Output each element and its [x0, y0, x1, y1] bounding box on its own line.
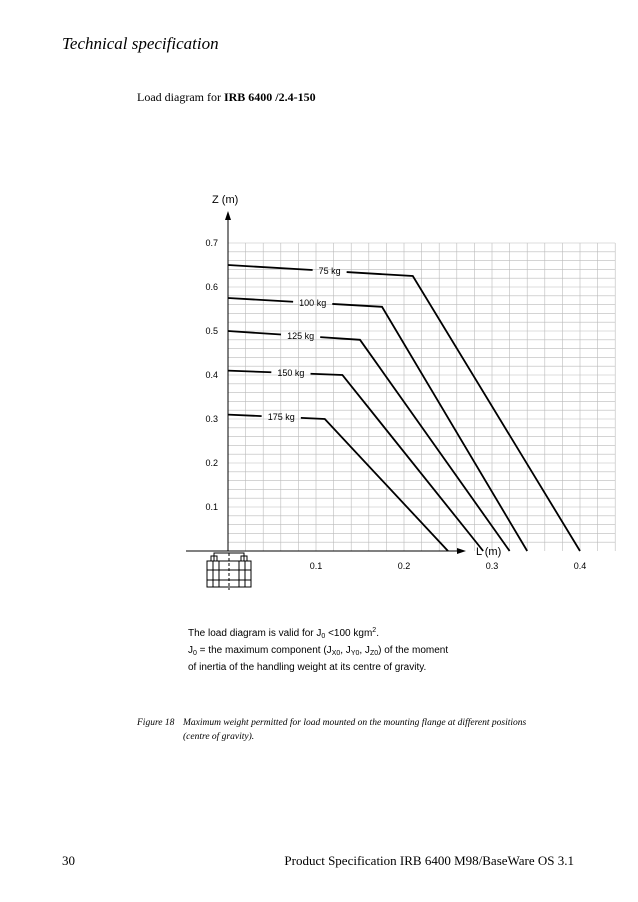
page-number: 30	[62, 853, 75, 868]
y-axis-label: Z (m)	[212, 194, 239, 206]
series-label: 125 kg	[287, 330, 315, 341]
x-axis-label: L (m)	[476, 546, 502, 558]
y-tick-label: 0.3	[205, 414, 218, 424]
note-line-3: of inertia of the handling weight at its centre of gravity.	[188, 662, 427, 673]
x-tick-label: 0.1	[309, 561, 323, 571]
diagram-title-model: IRB 6400 /2.4-150	[223, 90, 316, 104]
series-line	[301, 418, 448, 551]
series-line	[228, 331, 281, 335]
mounting-flange-illustration	[207, 553, 251, 590]
figure-number: Figure 18	[137, 718, 175, 728]
validity-note	[188, 624, 448, 675]
series-line	[228, 298, 293, 302]
series-label: 150 kg	[277, 368, 305, 379]
y-tick-label: 0.5	[205, 326, 218, 336]
x-axis-arrow	[457, 548, 466, 554]
y-tick-label: 0.1	[205, 502, 218, 512]
figure-caption	[137, 716, 526, 744]
figure-caption-continuation: (centre of gravity).	[183, 732, 255, 742]
diagram-title-prefix: Load diagram for	[137, 90, 224, 104]
y-tick-label: 0.2	[205, 458, 218, 468]
section-header: Technical specification	[62, 34, 219, 53]
y-tick-label: 0.4	[205, 370, 218, 380]
note-line-2: $J_0$ = the maximum component ($J_{X0}$, $J_{Y0}$, $J_{Z0}$) of the moment	[188, 645, 449, 657]
y-axis-arrow	[225, 211, 231, 220]
x-tick-label: 0.4	[573, 561, 587, 571]
chart-ticks	[205, 238, 586, 571]
series-label: 75 kg	[318, 266, 341, 277]
y-tick-label: 0.6	[205, 282, 218, 292]
y-tick-label: 0.7	[205, 238, 218, 248]
x-tick-label: 0.2	[397, 561, 411, 571]
note-line-1: The load diagram is valid for $J_0 <100$ kgm$^2$.	[188, 627, 379, 640]
footer-doc-title: Product Specification IRB 6400 M98/BaseWare OS 3.1	[284, 853, 574, 868]
series-label: 175 kg	[267, 412, 295, 423]
x-tick-label: 0.3	[485, 561, 499, 571]
chart-axes	[186, 211, 466, 554]
series-line	[228, 415, 262, 417]
series-label: 100 kg	[299, 297, 327, 308]
series-line	[228, 371, 271, 373]
figure-caption-text: Maximum weight permitted for load mounted on the mounting flange at different positions	[183, 718, 527, 728]
